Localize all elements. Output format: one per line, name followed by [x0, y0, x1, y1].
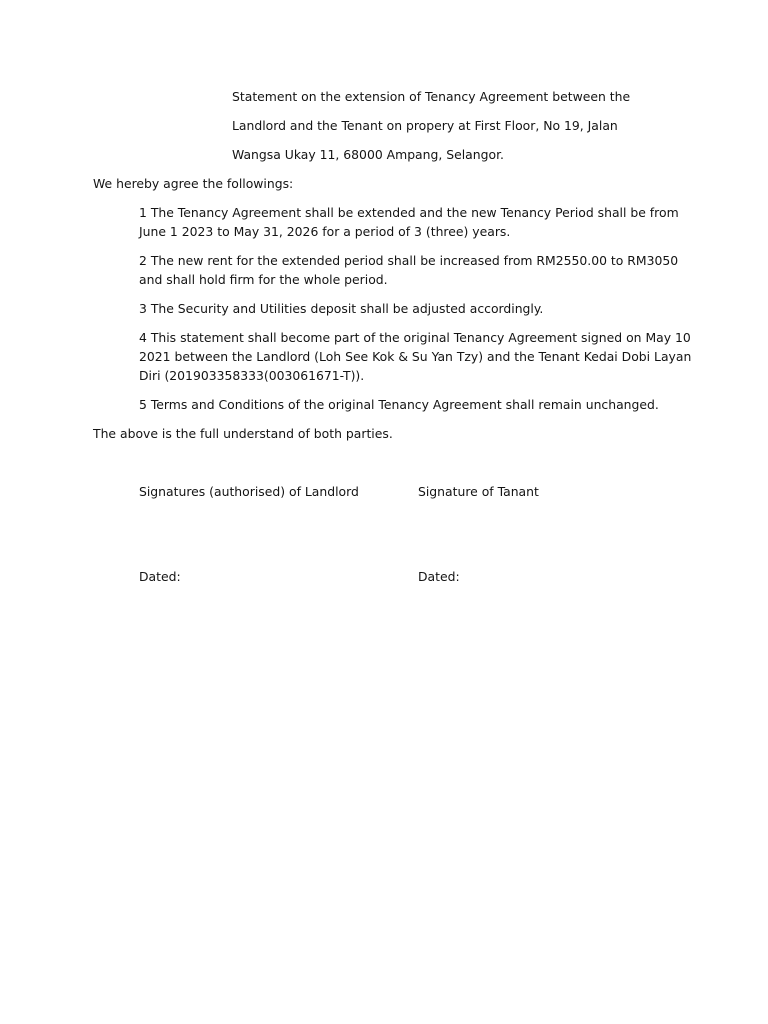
clause-3: 3 The Security and Utilities deposit shall be adjusted accordingly. — [139, 301, 544, 316]
clause-5: 5 Terms and Conditions of the original Tenancy Agreement shall remain unchanged. — [139, 397, 659, 412]
title-line-1: Statement on the extension of Tenancy Agreement between the — [232, 89, 631, 104]
landlord-dated-label: Dated: — [139, 569, 181, 584]
clause-1: 1 The Tenancy Agreement shall be extended and the new Tenancy Period shall be from June 1 2023 to May 31, 2026 for a period of 3 (three) years. — [139, 205, 679, 239]
intro-text: We hereby agree the followings: — [93, 176, 294, 191]
title-line-2: Landlord and the Tenant on propery at First Floor, No 19, Jalan — [232, 118, 618, 133]
closing-text: The above is the full understand of both parties. — [93, 426, 393, 441]
clause-4: 4 This statement shall become part of the original Tenancy Agreement signed on May 10 2021 between the Landlord (Loh See Kok & Su Yan Tzy) and the Tenant Kedai Dobi Layan Diri (201903358333(003061671-T)). — [139, 330, 692, 383]
clause-2: 2 The new rent for the extended period shall be increased from RM2550.00 to RM3050 and shall hold firm for the whole period. — [139, 253, 679, 287]
tenant-signature-label: Signature of Tanant — [418, 484, 539, 499]
tenant-dated-label: Dated: — [418, 569, 460, 584]
title-line-3: Wangsa Ukay 11, 68000 Ampang, Selangor. — [232, 147, 504, 162]
landlord-signature-label: Signatures (authorised) of Landlord — [139, 484, 359, 499]
